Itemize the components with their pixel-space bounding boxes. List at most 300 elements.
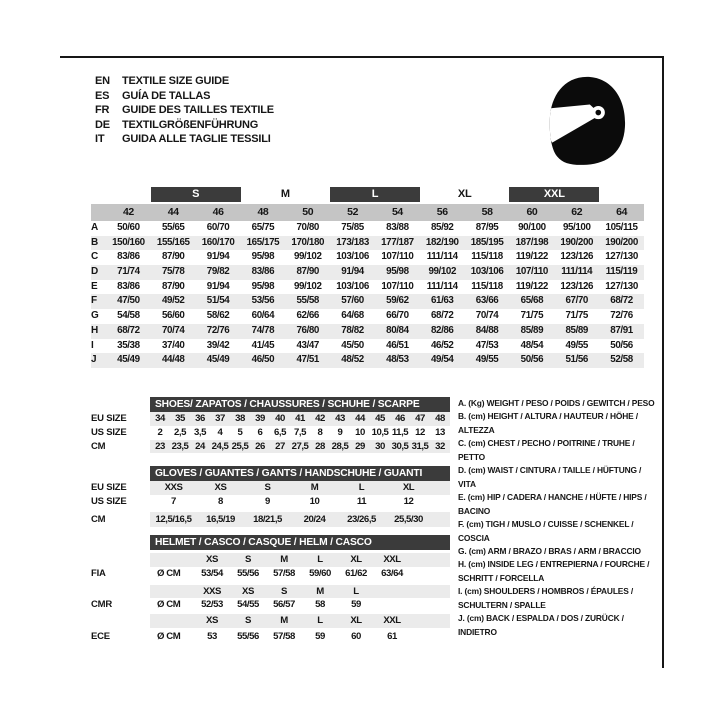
helmet-size-cell: XXL — [383, 554, 401, 565]
legend-item: B. (cm) HEIGHT / ALTURA / HAUTEUR / HÖHE / ALTEZZA — [458, 411, 638, 435]
size-value-cell: 79/82 — [206, 266, 230, 278]
gloves-table-row-values — [150, 481, 450, 495]
shoes-table-value-cell: 8 — [317, 426, 323, 438]
size-value-cell: 111/114 — [561, 266, 593, 278]
helmet-value-cell: 59/60 — [309, 567, 331, 579]
size-value-cell: 35/38 — [117, 339, 140, 351]
size-table — [91, 187, 644, 368]
helmet-size-row — [91, 614, 450, 628]
size-value-cell: 43/47 — [296, 339, 319, 351]
helmet-size-cell: S — [281, 585, 287, 597]
size-row-label: A — [91, 222, 99, 233]
gloves-table-value-cell: 25,5/30 — [394, 513, 423, 525]
gloves-table-value-cell: 16,5/19 — [206, 513, 235, 525]
helmet-size-row-values — [150, 614, 450, 628]
helmet-size-cell: XL — [350, 615, 362, 627]
racing-helmet-icon-svg — [544, 74, 630, 168]
shoes-table-row — [91, 426, 450, 440]
shoes-table-value-cell: 6 — [257, 426, 263, 438]
shoes-table-value-cell: 2 — [157, 426, 163, 438]
size-value-cell: 68/72 — [117, 324, 140, 336]
language-title: GUÍA DE TALLAS — [122, 89, 211, 102]
legend-item: D. (cm) WAIST / CINTURA / TAILLE / HÜFTUNG / VITA — [458, 465, 642, 489]
helmet-size-row — [91, 585, 450, 599]
helmet-table — [91, 535, 450, 644]
size-value-cell: 78/82 — [341, 324, 364, 336]
shoes-table-value-cell: 38 — [235, 413, 245, 424]
size-value-cell: 127/130 — [605, 280, 638, 292]
shoes-table-value-cell: 2,5 — [174, 426, 186, 438]
size-value-cell: 107/110 — [381, 280, 414, 292]
language-row — [95, 118, 274, 133]
size-value-cell: 61/63 — [430, 295, 454, 307]
size-value-cell: 111/114 — [426, 251, 458, 263]
size-value-cell: 71/74 — [117, 266, 140, 278]
size-column-label: 42 — [122, 206, 134, 218]
size-column-label: 48 — [257, 206, 269, 218]
helmet-value-cell: 53/54 — [201, 567, 223, 579]
legend-item: I. (cm) SHOULDERS / HOMBROS / ÉPAULES / SCHULTERN / SPALLE — [458, 586, 634, 610]
shoes-table-value-cell: 24,5 — [211, 440, 229, 452]
helmet-value-cell: 59 — [315, 630, 325, 642]
shoes-table-value-cell: 47 — [415, 413, 425, 424]
helmet-value-row — [91, 567, 450, 581]
size-value-cell: 90/100 — [518, 222, 546, 233]
shoes-table-value-cell: 11,5 — [391, 426, 409, 438]
size-row-label: E — [91, 280, 98, 292]
helmet-standard-label: FIA — [91, 567, 106, 579]
size-table-row — [91, 280, 644, 295]
size-value-cell: 85/89 — [520, 324, 544, 336]
language-list — [95, 74, 274, 147]
shoes-table-row — [91, 412, 450, 426]
size-value-cell: 47/53 — [475, 339, 499, 351]
size-value-cell: 64/68 — [341, 310, 364, 322]
size-value-cell: 123/126 — [560, 280, 594, 292]
gloves-table-row — [91, 481, 450, 495]
size-table-row — [91, 353, 644, 368]
language-row — [95, 103, 274, 118]
shoes-table-value-cell: 44 — [355, 413, 365, 424]
size-value-cell: 51/56 — [565, 354, 588, 366]
shoes-table-value-cell: 24 — [195, 440, 205, 452]
shoes-table-value-cell: 48 — [435, 413, 445, 424]
helmet-size-cell: XS — [206, 615, 218, 627]
size-value-cell: 54/58 — [117, 310, 140, 322]
size-value-cell: 99/102 — [293, 280, 322, 292]
shoes-table-value-cell: 46 — [395, 413, 405, 424]
shoes-table-value-cell: 28 — [315, 440, 325, 452]
size-table-row — [91, 339, 644, 354]
helmet-size-cell: L — [317, 554, 323, 565]
shoes-table-title-row — [91, 397, 450, 412]
size-value-cell: 83/86 — [117, 280, 140, 292]
diameter-unit-label: Ø CM — [157, 599, 181, 611]
size-value-cell: 83/86 — [117, 251, 140, 263]
size-value-cell: 70/74 — [475, 310, 499, 322]
size-group-xl: XL — [457, 188, 472, 200]
language-title: GUIDE DES TAILLES TEXTILE — [122, 104, 274, 117]
gloves-table-value-cell: 10 — [309, 495, 320, 507]
size-value-cell: 63/66 — [475, 295, 499, 307]
helmet-size-cell: M — [280, 615, 288, 627]
helmet-value-row-values — [150, 598, 450, 612]
shoes-table-value-cell: 12 — [415, 426, 425, 438]
helmet-value-cell: 57/58 — [273, 630, 295, 642]
helmet-value-cell: 55/56 — [237, 630, 259, 642]
size-value-cell: 53/56 — [251, 295, 275, 307]
gloves-table-row — [91, 495, 450, 509]
helmet-value-cell: 61 — [387, 630, 397, 642]
top-border-line — [60, 56, 664, 58]
language-code: IT — [95, 133, 105, 146]
size-value-cell: 74/78 — [251, 324, 275, 336]
shoes-table — [91, 397, 450, 453]
size-value-cell: 58/62 — [206, 310, 230, 322]
shoes-table-value-cell: 43 — [335, 413, 345, 424]
gloves-table-row-label: CM — [91, 513, 106, 525]
diameter-unit-label: Ø CM — [157, 630, 181, 642]
helmet-value-cell: 54/55 — [237, 599, 259, 611]
size-row-label: I — [91, 339, 94, 351]
size-group-m: M — [280, 188, 290, 200]
size-value-cell: 49/52 — [161, 295, 185, 307]
size-value-cell: 72/76 — [206, 324, 230, 336]
language-row — [95, 132, 274, 147]
sub-label-spacer — [91, 397, 150, 412]
size-value-cell: 105/115 — [605, 222, 638, 233]
legend-item: G. (cm) ARM / BRAZO / BRAS / ARM / BRACCIO — [458, 545, 641, 556]
size-value-cell: 150/160 — [112, 236, 145, 248]
size-value-cell: 45/49 — [117, 354, 140, 366]
language-code: ES — [95, 89, 110, 102]
gloves-table-value-cell: 18/21,5 — [253, 513, 282, 525]
size-value-cell: 70/80 — [296, 222, 319, 233]
helmet-size-cell: M — [280, 554, 288, 565]
size-value-cell: 99/102 — [428, 266, 457, 278]
size-value-cell: 45/50 — [341, 339, 364, 351]
size-value-cell: 49/55 — [475, 354, 499, 366]
size-table-row — [91, 236, 644, 251]
racing-helmet-icon — [544, 74, 630, 168]
size-value-cell: 95/98 — [386, 266, 409, 278]
size-value-cell: 170/180 — [291, 236, 325, 248]
size-value-cell: 87/90 — [296, 266, 319, 278]
shoes-table-row-label: EU SIZE — [91, 413, 127, 424]
diameter-unit-label: Ø CM — [157, 567, 181, 579]
sub-label-spacer — [91, 614, 150, 628]
helmet-standard-label: CMR — [91, 599, 113, 611]
size-group-l: L — [330, 187, 420, 202]
size-value-cell: 95/98 — [251, 251, 275, 263]
legend-item: J. (cm) BACK / ESPALDA / DOS / ZURÜCK / INDIETRO — [458, 613, 624, 637]
size-value-cell: 95/100 — [562, 222, 591, 233]
size-value-cell: 41/45 — [251, 339, 275, 351]
size-value-cell: 52/58 — [610, 354, 633, 366]
size-value-cell: 83/86 — [251, 266, 275, 278]
shoes-table-value-cell: 30 — [375, 440, 385, 452]
shoes-table-value-cell: 32 — [435, 440, 445, 452]
size-value-cell: 70/74 — [161, 324, 185, 336]
shoes-table-title: SHOES/ ZAPATOS / CHAUSSURES / SCHUHE / SCARPE — [150, 397, 450, 412]
gloves-table-value-cell: 20/24 — [303, 513, 326, 525]
shoes-table-value-cell: 37 — [215, 413, 225, 424]
size-table-row — [91, 250, 644, 265]
size-value-cell: 115/118 — [471, 280, 503, 292]
gloves-table-value-cell: 12,5/16,5 — [155, 513, 192, 525]
size-value-cell: 91/94 — [206, 251, 230, 263]
language-row — [95, 89, 274, 104]
size-value-cell: 165/175 — [246, 236, 280, 248]
size-value-cell: 44/48 — [161, 354, 185, 366]
size-value-cell: 55/58 — [296, 295, 319, 307]
size-value-cell: 47/51 — [296, 354, 319, 366]
size-value-cell: 65/75 — [251, 222, 275, 233]
unit-spacer — [150, 553, 194, 567]
shoes-table-value-cell: 23,5 — [171, 440, 189, 452]
right-border-line — [662, 56, 664, 668]
helmet-value-row — [91, 630, 450, 644]
size-value-cell: 107/110 — [515, 266, 548, 278]
size-value-cell: 56/60 — [161, 310, 185, 322]
size-value-cell: 91/94 — [341, 266, 364, 278]
helmet-size-cell: XS — [206, 554, 218, 565]
helmet-size-cell: L — [317, 615, 323, 627]
sub-label-spacer — [91, 535, 150, 550]
size-value-cell: 68/72 — [610, 295, 633, 307]
helmet-table-title: HELMET / CASCO / CASQUE / HELM / CASCO — [150, 535, 450, 550]
helmet-size-row — [91, 553, 450, 567]
size-value-cell: 115/118 — [471, 251, 503, 263]
size-value-cell: 85/89 — [565, 324, 588, 336]
gloves-table-value-cell: XL — [402, 482, 415, 493]
size-value-cell: 87/95 — [475, 222, 499, 233]
shoes-table-row-values — [150, 412, 450, 426]
shoes-table-value-cell: 41 — [295, 413, 305, 424]
helmet-value-cell: 59 — [351, 599, 361, 611]
shoes-table-value-cell: 30,5 — [391, 440, 409, 452]
shoes-table-value-cell: 39 — [255, 413, 265, 424]
helmet-value-row — [91, 598, 450, 612]
shoes-table-row-label: CM — [91, 440, 106, 452]
size-value-cell: 115/119 — [605, 266, 638, 278]
helmet-size-cell: XS — [242, 585, 254, 597]
size-column-label: 64 — [616, 206, 628, 218]
size-value-cell: 66/70 — [386, 310, 409, 322]
helmet-value-cell: 61/62 — [345, 567, 367, 579]
helmet-size-cell: M — [316, 585, 324, 597]
shoes-table-value-cell: 31,5 — [411, 440, 429, 452]
gloves-table — [91, 466, 450, 527]
shoes-table-value-cell: 6,5 — [274, 426, 286, 438]
legend-item: C. (cm) CHEST / PECHO / POITRINE / TRUHE / PETTO — [458, 438, 635, 462]
size-value-cell: 123/126 — [560, 251, 594, 263]
shoes-table-value-cell: 36 — [195, 413, 205, 424]
size-value-cell: 75/85 — [341, 222, 364, 233]
gloves-table-value-cell: XXS — [164, 482, 183, 493]
gloves-table-row-values — [150, 495, 450, 509]
size-value-cell: 50/60 — [117, 222, 140, 233]
size-group-s: S — [151, 187, 241, 202]
shoes-table-value-cell: 13 — [435, 426, 445, 438]
helmet-size-cell: XXL — [383, 615, 401, 627]
shoes-table-value-cell: 27 — [275, 440, 285, 452]
shoes-table-row-values — [150, 426, 450, 440]
size-value-cell: 50/56 — [520, 354, 544, 366]
size-value-cell: 62/66 — [296, 310, 319, 322]
helmet-size-cell: S — [245, 554, 251, 565]
size-value-cell: 119/122 — [515, 251, 548, 263]
gloves-table-value-cell: 7 — [171, 495, 176, 507]
size-column-label: 50 — [302, 206, 314, 218]
legend — [458, 397, 658, 639]
size-column-label: 46 — [212, 206, 224, 218]
size-value-cell: 65/68 — [520, 295, 544, 307]
size-value-cell: 82/86 — [430, 324, 454, 336]
size-value-cell: 185/195 — [470, 236, 504, 248]
size-value-cell: 75/78 — [161, 266, 185, 278]
shoes-table-value-cell: 27,5 — [291, 440, 309, 452]
size-value-cell: 103/106 — [470, 266, 504, 278]
language-title: TEXTILGRÖßENFÜHRUNG — [122, 118, 259, 131]
size-value-cell: 49/54 — [430, 354, 454, 366]
helmet-value-cell: 56/57 — [273, 599, 295, 611]
size-row-label: B — [91, 236, 99, 248]
size-value-cell: 60/70 — [206, 222, 230, 233]
size-column-label: 44 — [167, 206, 179, 218]
size-value-cell: 67/70 — [565, 295, 588, 307]
size-value-cell: 127/130 — [605, 251, 638, 263]
size-value-cell: 155/165 — [156, 236, 190, 248]
gloves-table-row-label: EU SIZE — [91, 482, 127, 493]
size-value-cell: 190/200 — [605, 236, 638, 248]
size-table-row — [91, 324, 644, 339]
size-column-label: 60 — [526, 206, 538, 218]
size-table-row — [91, 294, 644, 309]
helmet-standard-label: ECE — [91, 630, 110, 642]
gloves-table-row-values — [150, 512, 450, 527]
shoes-table-value-cell: 5 — [237, 426, 243, 438]
helmet-value-cell: 60 — [351, 630, 361, 642]
size-value-cell: 39/42 — [206, 339, 230, 351]
size-row-label: J — [91, 354, 97, 366]
size-value-cell: 45/49 — [206, 354, 230, 366]
gloves-table-row — [91, 512, 450, 527]
size-row-label: F — [91, 295, 98, 307]
size-row-label: G — [91, 310, 99, 322]
size-value-cell: 71/75 — [565, 310, 588, 322]
size-value-cell: 107/110 — [381, 251, 414, 263]
size-value-cell: 80/84 — [386, 324, 409, 336]
language-row — [95, 74, 274, 89]
size-column-label: 54 — [391, 206, 403, 218]
language-code: DE — [95, 118, 110, 131]
size-column-label: 52 — [347, 206, 359, 218]
size-value-cell: 76/80 — [296, 324, 319, 336]
size-value-cell: 49/55 — [565, 339, 588, 351]
unit-spacer — [150, 585, 194, 599]
size-value-cell: 46/50 — [251, 354, 275, 366]
size-value-cell: 46/51 — [386, 339, 409, 351]
size-value-cell: 48/54 — [520, 339, 544, 351]
size-value-cell: 47/50 — [117, 295, 140, 307]
size-group-xxl: XXL — [509, 187, 599, 202]
size-row-label: H — [91, 324, 99, 336]
size-value-cell: 55/65 — [161, 222, 185, 233]
size-value-cell: 50/56 — [610, 339, 633, 351]
size-column-label: 62 — [571, 206, 583, 218]
helmet-value-row-values — [150, 630, 450, 644]
shoes-table-value-cell: 7,5 — [294, 426, 306, 438]
size-value-cell: 72/76 — [610, 310, 633, 322]
size-value-cell: 190/200 — [560, 236, 594, 248]
legend-item: A. (Kg) WEIGHT / PESO / POIDS / GEWITCH / PESO — [458, 398, 655, 408]
shoes-table-value-cell: 40 — [275, 413, 285, 424]
shoes-table-row-values — [150, 440, 450, 454]
helmet-value-row-values — [150, 567, 450, 581]
helmet-value-cell: 53 — [207, 630, 217, 642]
helmet-value-cell: 52/53 — [201, 599, 223, 611]
helmet-size-cell: XXS — [203, 585, 221, 597]
gloves-table-value-cell: S — [264, 482, 271, 493]
sub-label-spacer — [91, 466, 150, 481]
shoes-table-row-label: US SIZE — [91, 426, 127, 438]
size-column-label: 56 — [436, 206, 448, 218]
size-group-header — [91, 187, 644, 202]
shoes-table-value-cell: 9 — [337, 426, 343, 438]
helmet-size-cell: XL — [350, 554, 362, 565]
helmet-size-row-values — [150, 553, 450, 567]
size-value-cell: 173/183 — [336, 236, 369, 248]
shoes-table-value-cell: 10 — [355, 426, 365, 438]
gloves-table-row-label: US SIZE — [91, 495, 127, 507]
size-table-row — [91, 265, 644, 280]
gloves-table-value-cell: 11 — [356, 495, 367, 507]
size-value-cell: 57/60 — [341, 295, 364, 307]
shoes-table-value-cell: 34 — [155, 413, 165, 424]
helmet-value-cell: 57/58 — [273, 567, 295, 579]
shoes-table-value-cell: 28,5 — [331, 440, 349, 452]
shoes-table-value-cell: 23 — [155, 440, 165, 452]
size-value-cell: 48/52 — [341, 354, 364, 366]
size-value-cell: 59/62 — [386, 295, 409, 307]
size-value-cell: 84/88 — [475, 324, 499, 336]
size-value-cell: 119/122 — [515, 280, 548, 292]
size-value-cell: 68/72 — [430, 310, 454, 322]
helmet-size-cell: L — [353, 585, 359, 597]
corner-cell — [91, 204, 106, 221]
helmet-value-cell: 58 — [315, 599, 325, 611]
size-value-cell: 87/90 — [161, 280, 185, 292]
size-value-cell: 187/198 — [515, 236, 549, 248]
gloves-table-value-cell: 8 — [218, 495, 223, 507]
gloves-table-value-cell: 9 — [265, 495, 270, 507]
size-value-cell: 71/75 — [520, 310, 544, 322]
size-row-label: C — [91, 251, 99, 263]
size-row-label: D — [91, 266, 99, 278]
size-value-cell: 48/53 — [386, 354, 409, 366]
sub-label-spacer — [91, 585, 150, 599]
gloves-table-value-cell: XS — [214, 482, 227, 493]
legend-item: H. (cm) INSIDE LEG / ENTREPIERNA / FOURCHE / SCHRITT / FORCELLA — [458, 559, 650, 583]
size-value-cell: 83/88 — [386, 222, 409, 233]
shoes-table-value-cell: 4 — [217, 426, 223, 438]
gloves-table-value-cell: M — [310, 482, 319, 493]
size-value-cell: 160/170 — [201, 236, 235, 248]
gloves-table-value-cell: 12 — [403, 495, 414, 507]
language-title: TEXTILE SIZE GUIDE — [122, 75, 230, 87]
size-value-cell: 46/52 — [430, 339, 454, 351]
